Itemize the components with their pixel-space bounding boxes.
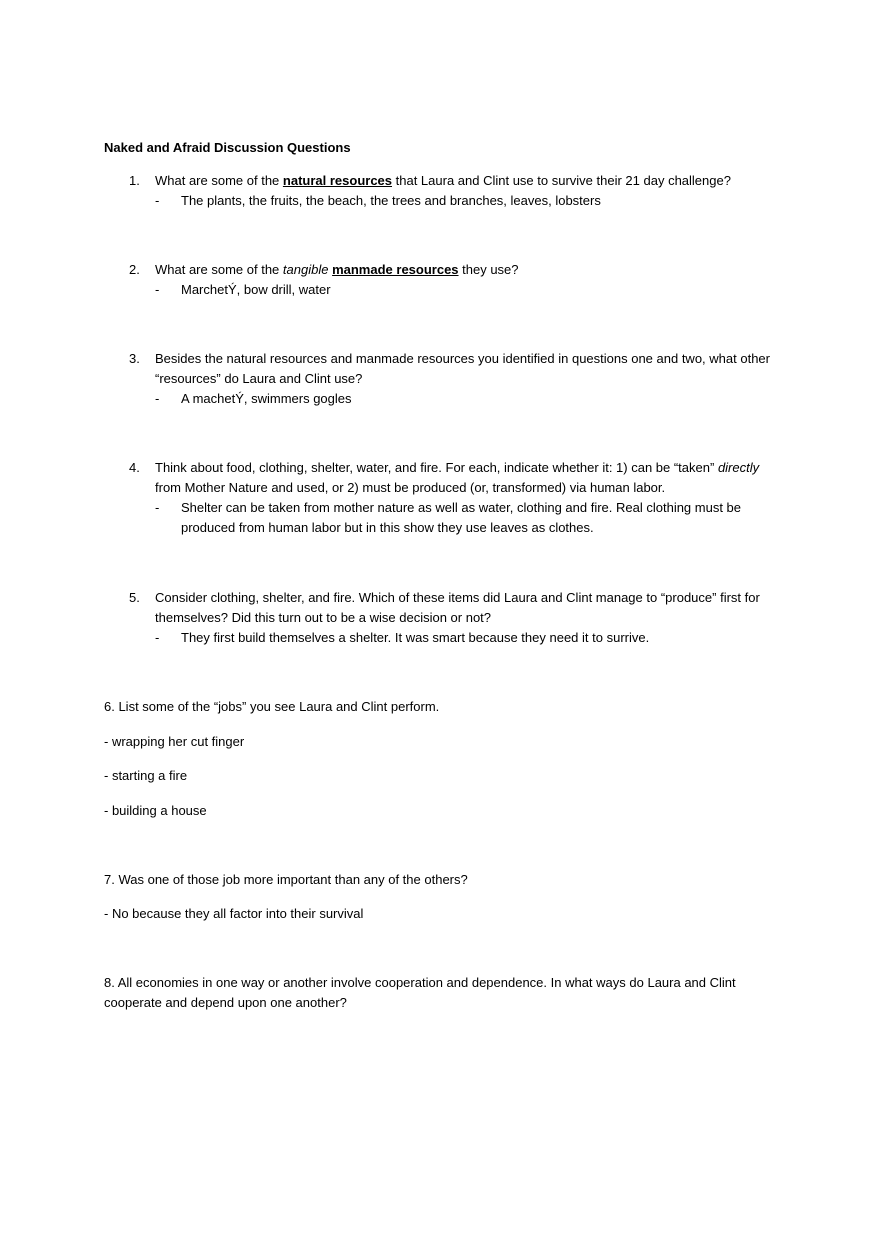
answer-item: - starting a fire bbox=[104, 768, 188, 783]
answer-text: They first build themselves a shelter. It was smart because they need it to surrive. bbox=[181, 630, 650, 645]
question-text bbox=[155, 171, 784, 191]
answer-item: - wrapping her cut finger bbox=[104, 734, 245, 749]
question-3 bbox=[104, 349, 784, 409]
question-text-part: from Mother Nature and used, or 2) must be produced (or, transformed) via human labor. bbox=[155, 480, 666, 495]
answer bbox=[104, 191, 784, 211]
question-text: Besides the natural resources and manmade resources you identified in questions one and two, what other “resources” do Laura and Clint use? bbox=[155, 351, 770, 386]
answer-dash: - bbox=[155, 500, 160, 515]
answer bbox=[104, 280, 784, 300]
answer-text: MarchetÝ, bow drill, water bbox=[181, 282, 331, 297]
answer-item: - building a house bbox=[104, 803, 207, 818]
question-5 bbox=[104, 588, 784, 648]
question-number: 1. bbox=[129, 173, 140, 188]
question-2 bbox=[104, 260, 784, 300]
answer-dash: - bbox=[155, 282, 160, 297]
question-text-part: What are some of the bbox=[155, 262, 283, 277]
answer bbox=[104, 389, 784, 409]
question-text-part: What are some of the bbox=[155, 173, 283, 188]
question-6-text: 6. List some of the “jobs” you see Laura and Clint perform. bbox=[104, 699, 440, 714]
question-number: 2. bbox=[129, 262, 140, 277]
answer-dash: - bbox=[155, 193, 160, 208]
italic-text: directly bbox=[717, 460, 760, 475]
question-text: Consider clothing, shelter, and fire. Which of these items did Laura and Clint manage to “produce” first for themselves? Did this turn out to be a wise decision or not? bbox=[155, 590, 760, 625]
answer-text: Shelter can be taken from mother nature as well as water, clothing and fire. Real clothing must be produced from human labor but in this show they use leaves as clothes. bbox=[181, 500, 742, 535]
answer-text: A machetÝ, swimmers gogles bbox=[181, 391, 352, 406]
document-title: Naked and Afraid Discussion Questions bbox=[104, 140, 351, 155]
emphasis-text: natural resources bbox=[282, 173, 393, 188]
answer-dash: - bbox=[155, 630, 160, 645]
answer bbox=[104, 498, 784, 538]
italic-text: tangible bbox=[282, 262, 329, 277]
question-text bbox=[155, 260, 784, 280]
answer bbox=[104, 628, 784, 648]
question-1 bbox=[104, 171, 784, 211]
answer-item: - No because they all factor into their survival bbox=[104, 906, 364, 921]
question-4 bbox=[104, 458, 784, 538]
question-8-text: 8. All economies in one way or another involve cooperation and dependence. In what ways do Laura and Clint cooperate and depend upon one another? bbox=[104, 975, 736, 1010]
question-7-text: 7. Was one of those job more important than any of the others? bbox=[104, 872, 468, 887]
question-text-part: they use? bbox=[458, 262, 519, 277]
emphasis-text: manmade resources bbox=[332, 262, 459, 277]
question-number: 3. bbox=[129, 351, 140, 366]
answer-text: The plants, the fruits, the beach, the trees and branches, leaves, lobsters bbox=[181, 193, 601, 208]
question-text bbox=[155, 458, 784, 498]
question-text-part: Think about food, clothing, shelter, water, and fire. For each, indicate whether it: 1) can be “taken” bbox=[155, 460, 718, 475]
question-number: 4. bbox=[129, 460, 140, 475]
answer-dash: - bbox=[155, 391, 160, 406]
question-text-part: that Laura and Clint use to survive their 21 day challenge? bbox=[392, 173, 731, 188]
question-number: 5. bbox=[129, 590, 140, 605]
